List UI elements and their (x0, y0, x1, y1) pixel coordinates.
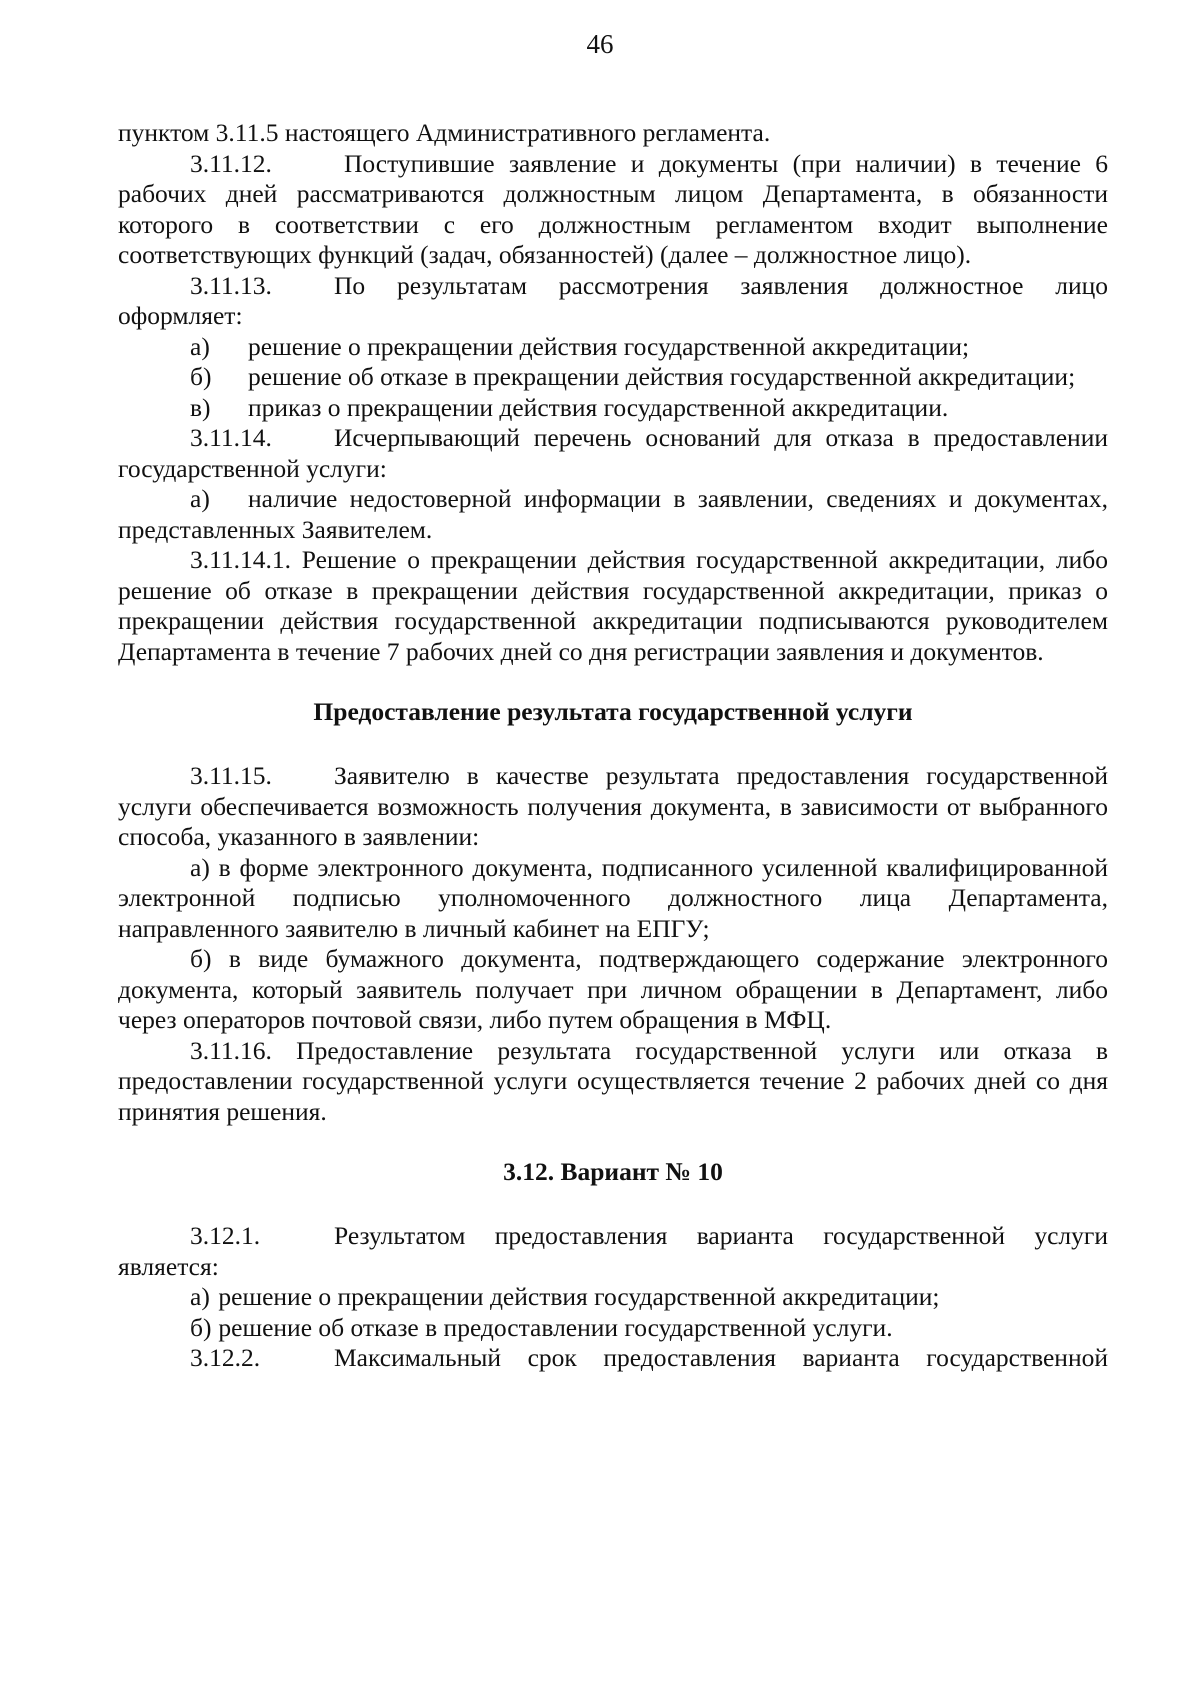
paragraph-3-11-12 (118, 149, 1108, 271)
list-item-v (118, 393, 1108, 424)
clause-number: 3.12.2. (190, 1343, 261, 1372)
list-item-a (118, 332, 1108, 363)
clause-number: 3.11.12. (190, 148, 272, 178)
paragraph-3-12-1 (118, 1221, 1108, 1282)
list-item-a (118, 1282, 1108, 1313)
list-item-b: б) в виде бумажного документа, подтверждающего содержание электронного документа, который заявитель получает при личном обращении в Департамент, либо через операторов почтовой связи, либо путем обращения в МФЦ. (118, 944, 1108, 1034)
clause-number: 3.11.14. (190, 423, 272, 452)
list-item-text: решение об отказе в предоставлении государственной услуги. (218, 1312, 893, 1342)
paragraph-3-11-14-1: 3.11.14.1. Решение о прекращении действия государственной аккредитации, либо решение об отказе в прекращении действия государственной аккредитации, приказ о прекращении действия государственной аккредитации подписываются руководителем Департамента в течение 7 рабочих дней со дня регистрации заявления и документов. (118, 545, 1108, 666)
paragraph: пунктом 3.11.5 настоящего Административного регламента. (118, 118, 771, 147)
list-marker: а) (190, 484, 210, 513)
section-heading: 3.12. Вариант № 10 (503, 1157, 723, 1186)
section-heading: Предоставление результата государственной услуги (313, 697, 913, 726)
clause-number: 3.12.1. (190, 1221, 261, 1250)
page-number: 46 (586, 29, 614, 59)
list-item-text: приказ о прекращении действия государственной аккредитации. (248, 392, 949, 422)
clause-text: По результатам рассмотрения заявления должностное лицо оформляет: (118, 270, 1108, 330)
list-item-a (118, 484, 1108, 545)
clause-text: Заявителю в качестве результата предоставления государственной услуги обеспечивается возможность получения документа, в зависимости от выбранного способа, указанного в заявлении: (118, 761, 1108, 851)
paragraph-3-11-13 (118, 271, 1108, 332)
clause-text: Поступившие заявление и документы (при наличии) в течение 6 рабочих дней рассматриваются должностным лицом Департамента, в обязанности которого в соответствии с его должностным регламентом входит выполнение соответствующих функций (задач, обязанностей) (далее – должностное лицо). (118, 148, 1108, 269)
list-marker: б) (190, 362, 212, 391)
list-item-a: а) в форме электронного документа, подписанного усиленной квалифицированной электронной подписью уполномоченного должностного лица Департамента, направленного заявителю в личный кабинет на ЕПГУ; (118, 852, 1108, 943)
list-item-text: решение об отказе в прекращении действия государственной аккредитации; (248, 362, 1076, 391)
paragraph-3-11-16: 3.11.16. Предоставление результата государственной услуги или отказа в предоставлении государственной услуги осуществляется течение 2 рабочих дней со дня принятия решения. (118, 1035, 1108, 1126)
paragraph-3-11-14 (118, 423, 1108, 484)
list-item-b (118, 1313, 1108, 1344)
list-marker: в) (190, 392, 211, 422)
clause-number: 3.11.13. (190, 270, 272, 300)
list-item-b (118, 362, 1108, 393)
list-marker: а) (190, 1282, 210, 1311)
list-marker: а) (190, 331, 210, 361)
list-item-text: решение о прекращении действия государственной аккредитации; (248, 331, 970, 361)
paragraph-3-11-15 (118, 761, 1108, 853)
clause-number: 3.11.15. (190, 761, 272, 790)
clause-text: Максимальный срок предоставления варианта государственной (334, 1343, 1108, 1372)
paragraph-3-12-2 (118, 1343, 1108, 1374)
list-marker: б) (190, 1312, 212, 1342)
document-body (118, 118, 1108, 1374)
list-item-text: наличие недостоверной информации в заявлении, сведениях и документах, представленных Заявителем. (118, 484, 1108, 544)
list-item-text: решение о прекращении действия государственной аккредитации; (218, 1282, 940, 1311)
clause-text: Исчерпывающий перечень оснований для отказа в предоставлении государственной услуги: (118, 423, 1108, 483)
clause-text: Результатом предоставления варианта государственной услуги является: (118, 1221, 1108, 1281)
